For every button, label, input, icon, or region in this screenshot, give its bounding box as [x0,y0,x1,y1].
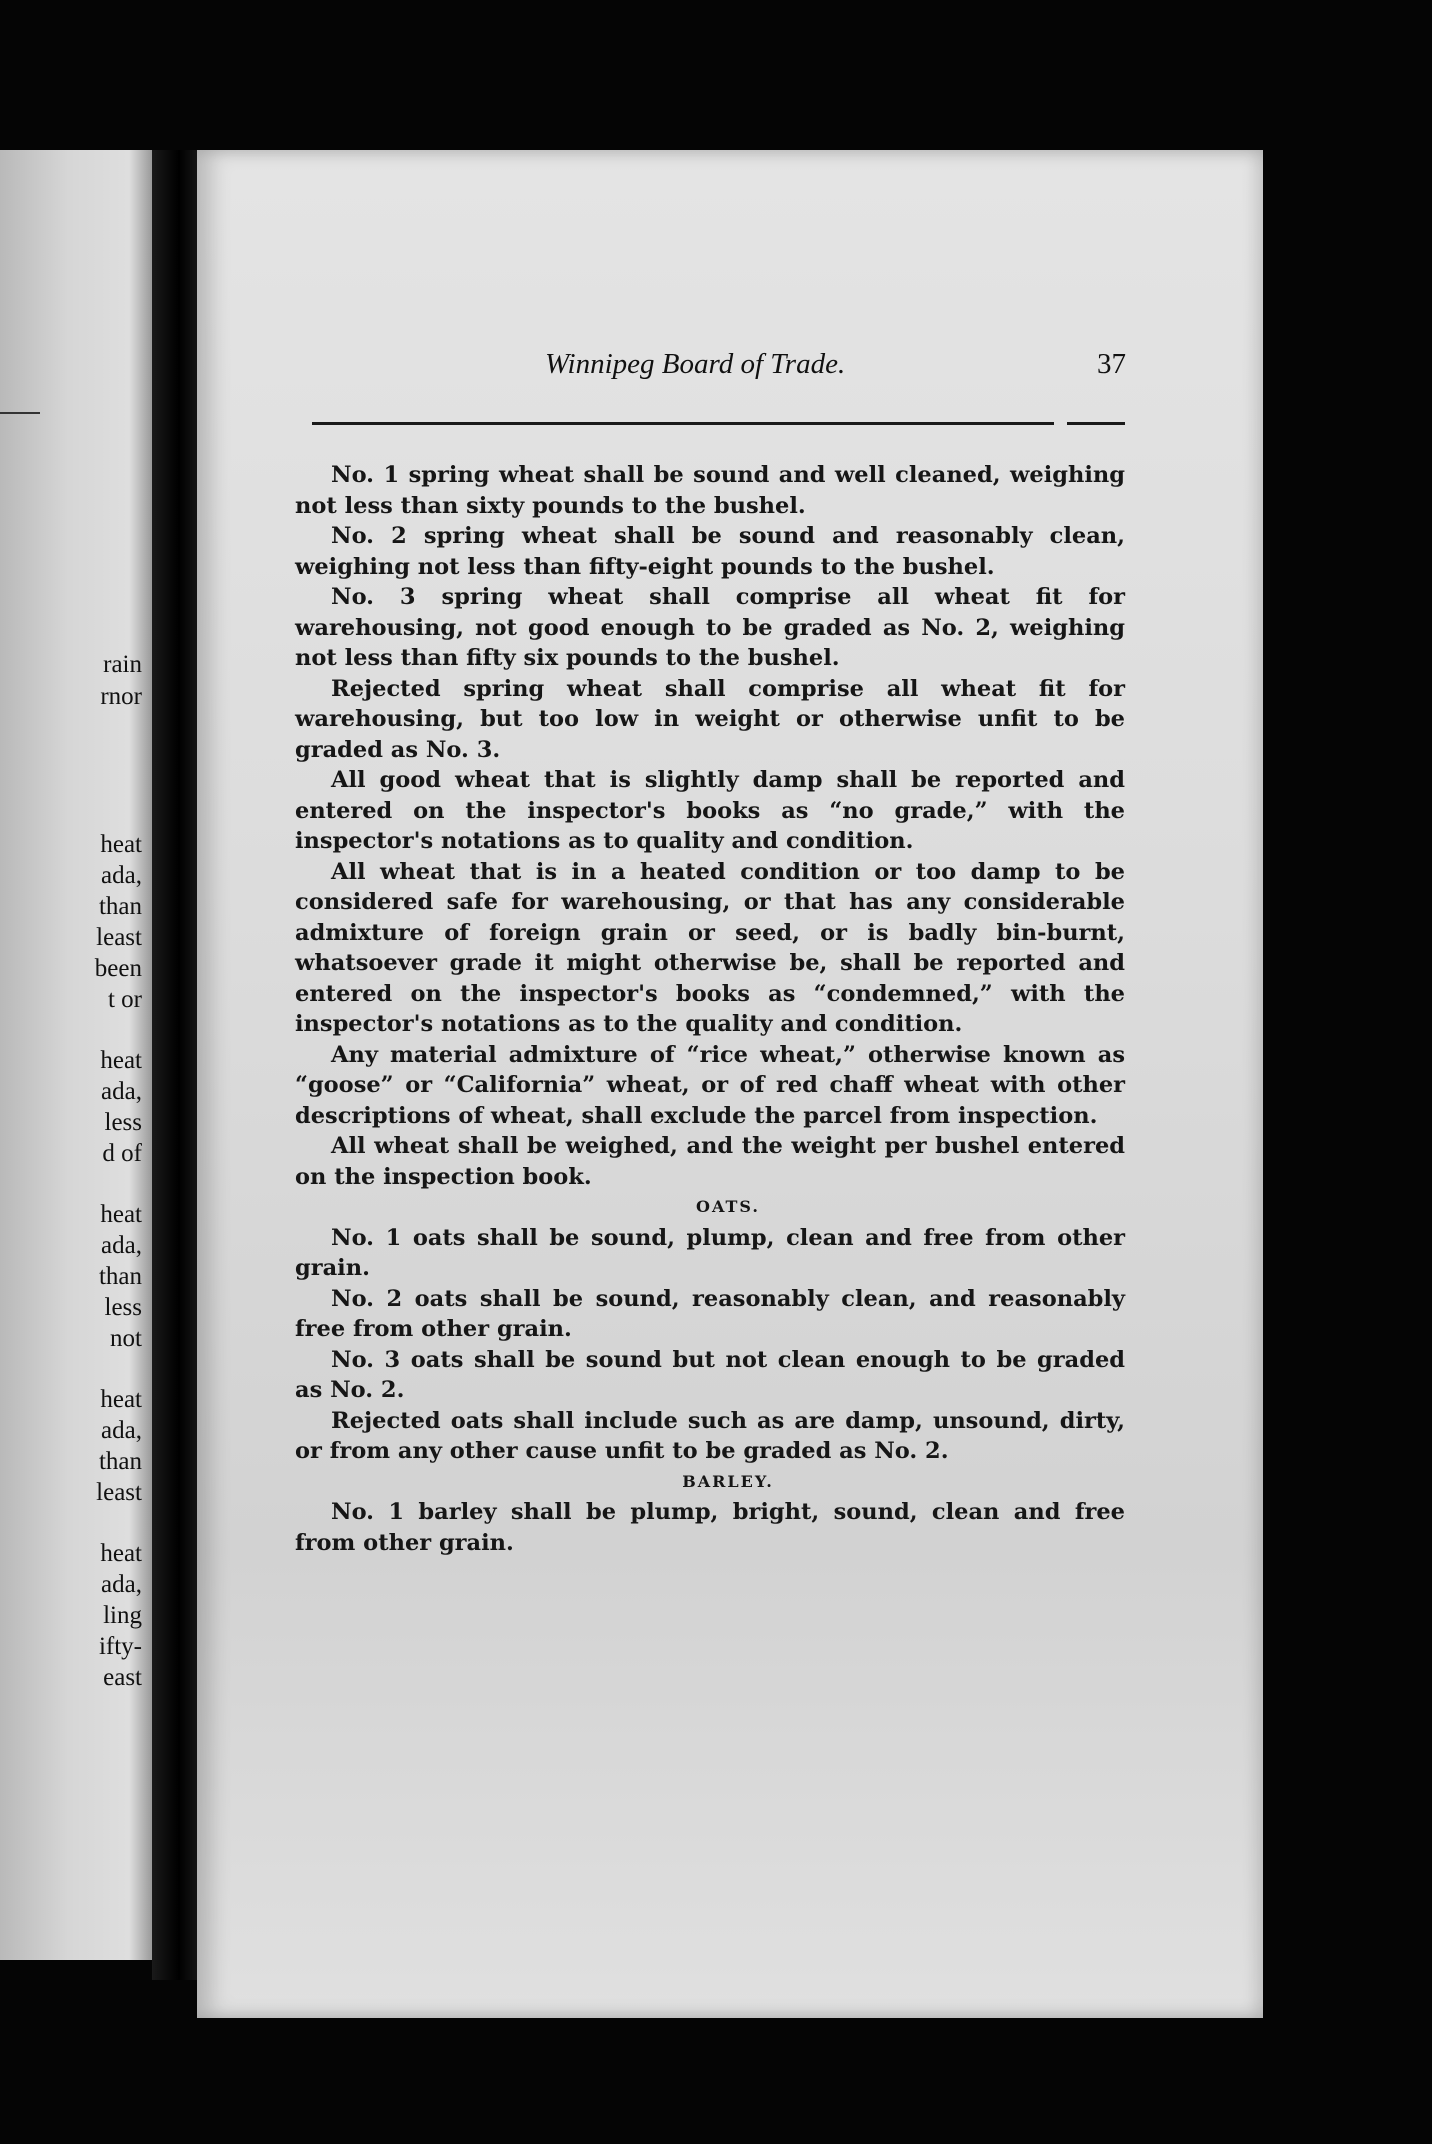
facing-page-fragment: than [98,893,142,920]
paragraph: Rejected spring wheat shall comprise all wheat fit for warehousing, but too low in weight or otherwise unfit to be graded as No. 3. [295,675,1125,763]
header-rule [312,422,1054,425]
page-number: 37 [1097,348,1126,380]
book-page [197,150,1263,2018]
facing-page-edge [0,150,152,1960]
facing-page-fragment: d of [102,1140,142,1167]
facing-page-fragment: less [104,1109,142,1136]
facing-page-fragment: east [103,1664,142,1691]
facing-page-fragment: rnor [100,683,142,710]
facing-page-fragment: ada, [101,1078,142,1105]
facing-page-fragment: ada, [101,1232,142,1259]
facing-page-fragment: least [96,1479,142,1506]
paragraph: All good wheat that is slightly damp shall be reported and entered on the inspector's books as “no grade,” with the inspector's notations as to quality and condition. [295,767,1125,854]
facing-page-fragment: heat [100,1386,142,1413]
running-header [197,348,1197,388]
paragraph: No. 2 oats shall be sound, reasonably clean, and reasonably free from other grain. [295,1285,1125,1342]
facing-page-fragment: heat [100,1047,142,1074]
paragraph: No. 3 spring wheat shall comprise all wheat fit for warehousing, not good enough to be graded as No. 2, weighing not less than fifty six pounds to the bushel. [295,584,1125,671]
facing-page-fragment: been [94,955,142,982]
facing-page-fragment: ada, [101,1417,142,1444]
paragraph: No. 2 spring wheat shall be sound and reasonably clean, weighing not less than fifty-eight pounds to the bushel. [295,523,1125,580]
section-heading-barley: BARLEY. [682,1471,774,1491]
paragraph: All wheat shall be weighed, and the weight per bushel entered on the inspection book. [295,1133,1125,1190]
facing-page-fragment: heat [100,831,142,858]
paragraph: No. 1 barley shall be plump, bright, sound, clean and free from other grain. [295,1499,1125,1556]
facing-page-fragment: than [98,1448,142,1475]
book-gutter [152,150,197,1980]
running-title: Winnipeg Board of Trade. [545,348,846,380]
section-heading-oats: OATS. [696,1197,760,1216]
header-rule-short [1067,422,1125,425]
facing-page-fragment: rain [103,651,142,678]
paragraph: No. 3 oats shall be sound but not clean enough to be graded as No. 2. [295,1346,1125,1403]
facing-page-rule [0,412,40,414]
facing-page-fragment: ada, [101,1571,142,1598]
facing-page-fragment: ada, [101,862,142,889]
paragraph: Rejected oats shall include such as are damp, unsound, dirty, or from any other cause unfit to be graded as No. 2. [295,1407,1125,1464]
facing-page-fragment: not [110,1325,142,1352]
paragraph: No. 1 oats shall be sound, plump, clean and free from other grain. [295,1224,1125,1281]
facing-page-fragment: ling [103,1602,142,1629]
paragraph: Any material admixture of “rice wheat,” otherwise known as “goose” or “California” wheat, or of red chaff wheat with other descriptions of wheat, shall exclude the parcel from inspection. [295,1041,1125,1129]
paragraph: No. 1 spring wheat shall be sound and well cleaned, weighing not less than sixty pounds to the bushel. [295,462,1125,519]
facing-page-fragment: heat [100,1540,142,1567]
facing-page-fragment: than [98,1263,142,1290]
facing-page-fragment: least [96,924,142,951]
paragraph: All wheat that is in a heated condition or too damp to be considered safe for warehousing, or that has any considerable admixture of foreign grain or seed, or is badly bin-burnt, whatsoever grade it might otherwise be, shall be reported and entered on the inspector's books as “condemned,” with the inspector's notations as to the quality and condition. [295,858,1125,1037]
facing-page-fragment: less [104,1294,142,1321]
facing-page-fragment: ifty- [98,1633,142,1660]
facing-page-fragment: t or [107,986,142,1013]
facing-page-fragment: heat [100,1201,142,1228]
page-body [295,460,1125,1558]
